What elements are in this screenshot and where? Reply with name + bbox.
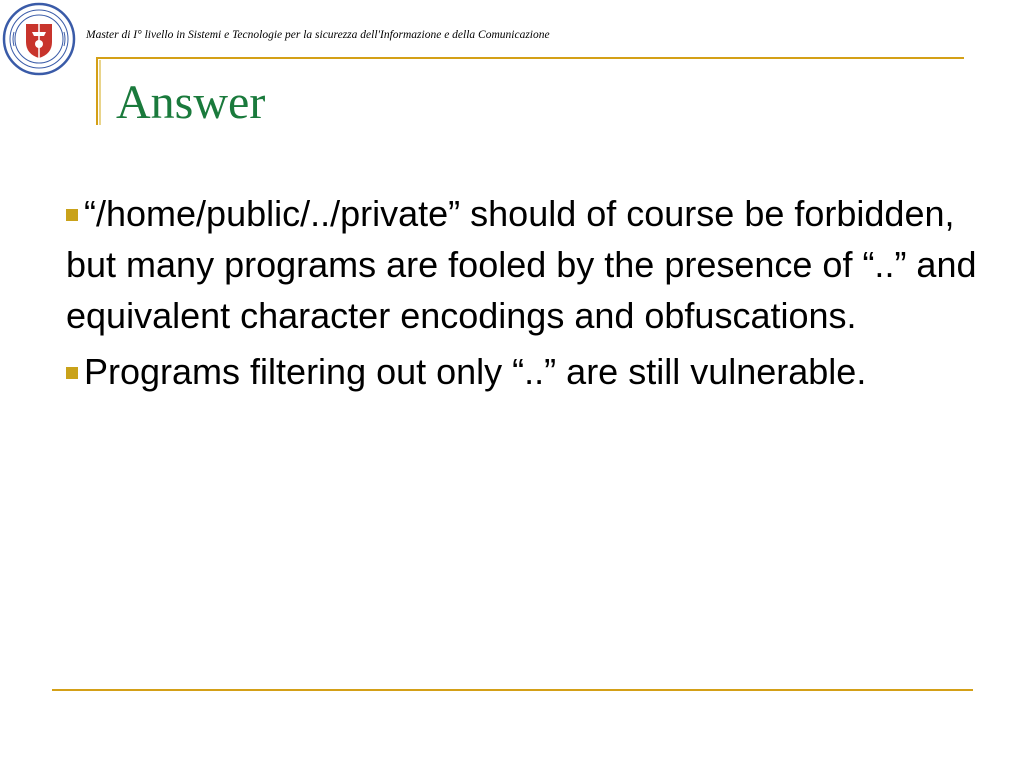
- title-top-rule: [96, 57, 964, 59]
- square-bullet-icon: [66, 367, 78, 379]
- course-header: Master di I° livello in Sistemi e Tecnologie per la sicurezza dell'Informazione e della Comunicazione: [86, 29, 550, 41]
- footer-rule: [52, 689, 973, 691]
- bullet-text: “/home/public/../private” should of course be forbidden, but many programs are fooled by the presence of “..” and equivalent character encodings and obfuscations.: [66, 193, 977, 336]
- bullet-list: [66, 188, 986, 402]
- title-rule-shadow: [99, 60, 101, 125]
- list-item: [66, 188, 986, 341]
- list-item: [66, 346, 986, 397]
- university-seal-icon: [2, 2, 76, 76]
- bullet-text: Programs filtering out only “..” are still vulnerable.: [84, 351, 867, 392]
- square-bullet-icon: [66, 209, 78, 221]
- title-left-rule: [96, 57, 98, 125]
- page-title: Answer: [116, 76, 266, 129]
